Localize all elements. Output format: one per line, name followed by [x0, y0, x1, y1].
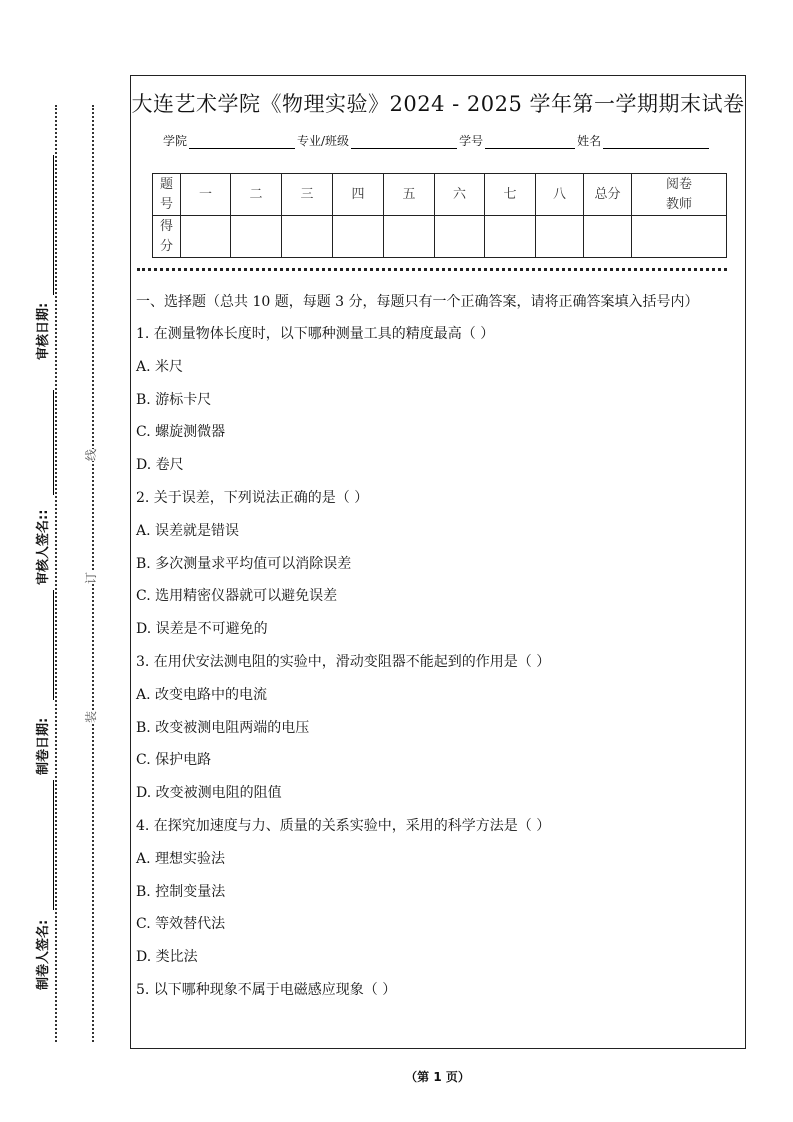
binding-mark-bind: 装	[84, 710, 99, 724]
column-8: 八	[536, 174, 584, 216]
answer-option: D. 误差是不可避免的	[136, 621, 268, 638]
answer-option: B. 改变被测电阻两端的电压	[136, 719, 310, 736]
grader-header: 阅卷 教师	[632, 174, 727, 216]
maker-signature-line[interactable]	[53, 780, 54, 910]
major-class-label: 专业/班级	[297, 134, 350, 148]
exam-title: 大连艺术学院《物理实验》2024 - 2025 学年第一学期期末试卷	[131, 92, 745, 116]
major-class-field[interactable]	[351, 136, 457, 149]
section-heading: 一、选择题（总共 10 题，每题 3 分，每题只有一个正确答案，请将正确答案填入括号内）	[136, 294, 699, 310]
answer-option: D. 卷尺	[136, 457, 184, 474]
maker-signature-label: 制卷人签名:	[36, 919, 51, 990]
column-1: 一	[181, 174, 231, 216]
score-cell[interactable]	[231, 216, 282, 258]
reviewer-signature-line[interactable]	[53, 390, 54, 495]
answer-option: C. 选用精密仪器就可以避免误差	[136, 588, 338, 605]
answer-option: D. 类比法	[136, 949, 198, 966]
score-cell[interactable]	[282, 216, 333, 258]
answer-option: B. 多次测量求平均值可以消除误差	[136, 555, 352, 572]
question-stem: 4. 在探究加速度与力、质量的关系实验中，采用的科学方法是（ ）	[136, 817, 551, 834]
margin-dotted-line-outer	[55, 105, 57, 1042]
total-score-cell[interactable]	[584, 216, 632, 258]
question-stem: 1. 在测量物体长度时，以下哪种测量工具的精度最高（ ）	[136, 326, 495, 342]
question-stem: 5. 以下哪种现象不属于电磁感应现象（ ）	[136, 981, 397, 998]
student-info-row	[163, 132, 711, 149]
answer-option: C. 螺旋测微器	[136, 424, 226, 441]
score-row	[153, 216, 727, 258]
score-cell[interactable]	[384, 216, 435, 258]
column-7: 七	[485, 174, 536, 216]
column-total: 总分	[584, 174, 632, 216]
name-field[interactable]	[603, 136, 709, 149]
score-header: 得 分	[153, 216, 181, 258]
column-5: 五	[384, 174, 435, 216]
maker-date-label: 制卷日期:	[36, 717, 51, 775]
column-2: 二	[231, 174, 282, 216]
answer-option: A. 理想实验法	[136, 850, 226, 867]
answer-option: A. 改变电路中的电流	[136, 686, 268, 703]
exam-page-frame	[130, 75, 746, 1049]
reviewer-signature-label: 审核人签名::	[36, 509, 51, 585]
margin-signature-strip	[34, 105, 54, 1045]
question-number-row	[153, 174, 727, 216]
score-table	[152, 173, 727, 258]
score-cell[interactable]	[181, 216, 231, 258]
review-date-line[interactable]	[53, 155, 54, 295]
answer-option: B. 控制变量法	[136, 883, 226, 900]
column-6: 六	[435, 174, 485, 216]
score-cell[interactable]	[485, 216, 536, 258]
answer-option: C. 保护电路	[136, 752, 212, 769]
score-cell[interactable]	[333, 216, 384, 258]
student-id-label: 学号	[459, 134, 484, 148]
binding-mark-staple: 订	[84, 571, 99, 585]
score-cell[interactable]	[536, 216, 584, 258]
college-field[interactable]	[189, 136, 295, 149]
question-number-header: 题 号	[153, 174, 181, 216]
question-stem: 3. 在用伏安法测电阻的实验中，滑动变阻器不能起到的作用是（ ）	[136, 653, 551, 670]
answer-option: A. 米尺	[136, 358, 184, 375]
column-3: 三	[282, 174, 333, 216]
page-number: （第 1 页）	[405, 1070, 470, 1084]
score-cell[interactable]	[435, 216, 485, 258]
answer-option: C. 等效替代法	[136, 916, 226, 933]
maker-date-line[interactable]	[53, 590, 54, 700]
binding-mark-line: 线	[84, 448, 99, 462]
answer-option: A. 误差就是错误	[136, 522, 240, 539]
dotted-separator	[137, 268, 727, 271]
review-date-label: 审核日期:	[36, 302, 51, 360]
answer-option: B. 游标卡尺	[136, 391, 212, 408]
student-id-field[interactable]	[485, 136, 575, 149]
column-4: 四	[333, 174, 384, 216]
question-stem: 2. 关于误差，下列说法正确的是（ ）	[136, 489, 369, 506]
college-label: 学院	[163, 134, 188, 148]
answer-option: D. 改变被测电阻的阻值	[136, 785, 282, 802]
question-section	[136, 292, 731, 1012]
grader-cell[interactable]	[632, 216, 727, 258]
name-label: 姓名	[577, 134, 602, 148]
